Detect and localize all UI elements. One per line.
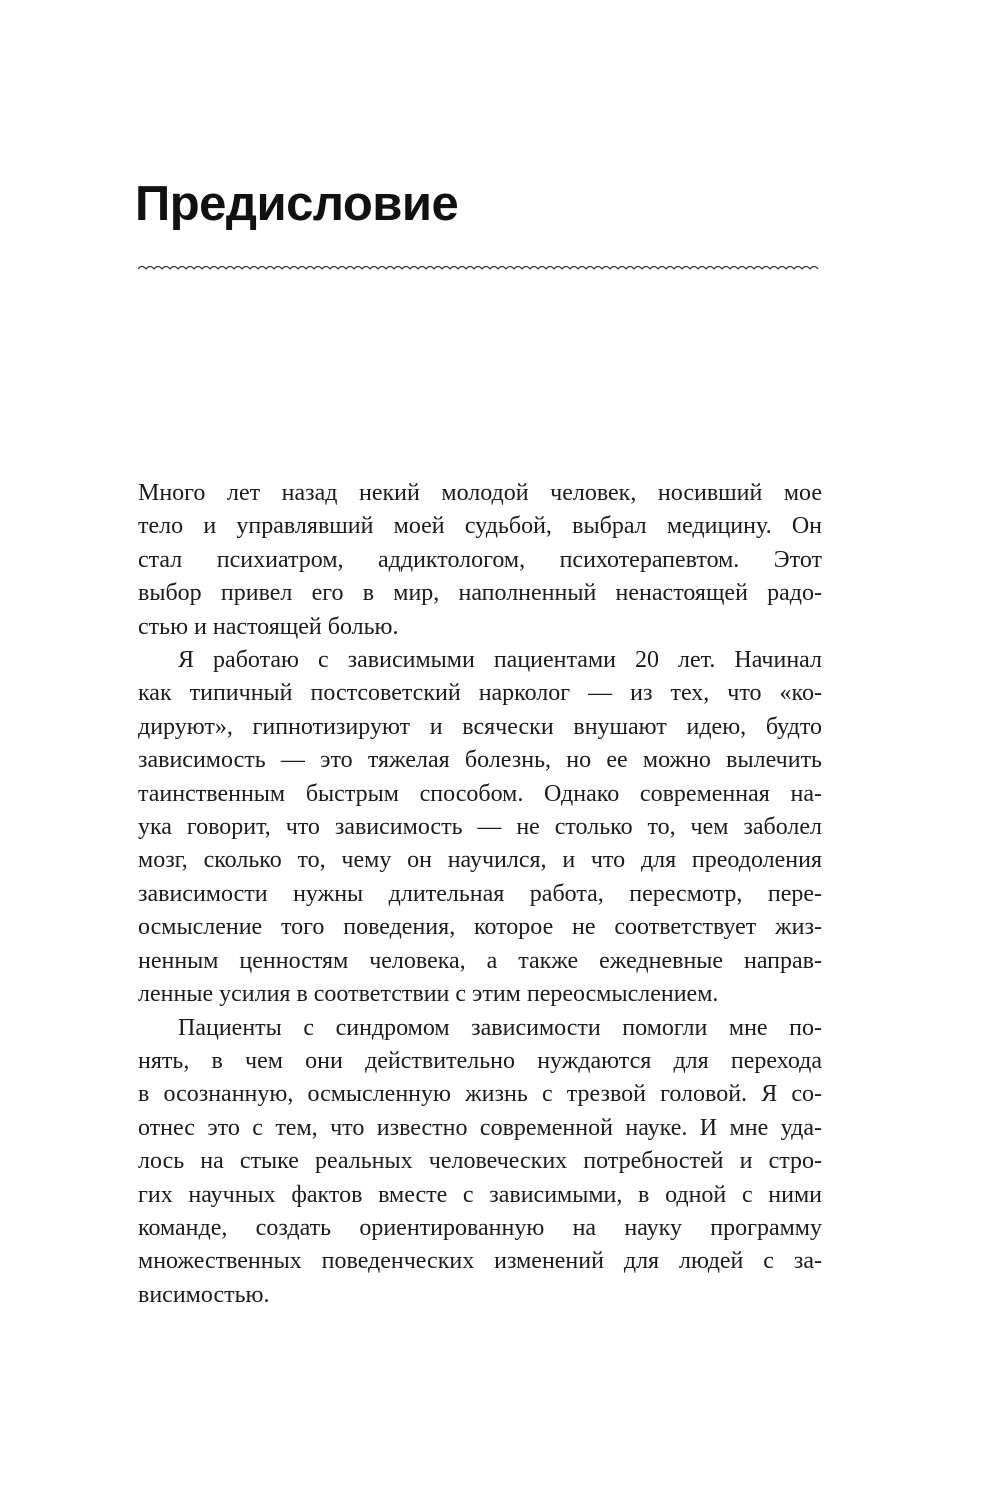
text-line: дируют», гипнотизируют и всячески внушают идею, будто — [138, 713, 822, 740]
text-line: зависимость — это тяжелая болезнь, но ее можно вылечить — [138, 747, 822, 774]
text-line: нять, в чем они действительно нуждаются для перехода — [138, 1047, 822, 1074]
text-line: ука говорит, что зависимость — не столько то, чем заболел — [138, 814, 822, 841]
text-line: отнес это с тем, что известно современной науке. И мне уда- — [138, 1114, 822, 1141]
chapter-title: Предисловие — [135, 177, 459, 231]
text-line: в осознанную, осмысленную жизнь с трезвой головой. Я со- — [138, 1081, 822, 1108]
text-line: мозг, сколько то, чему он научился, и что для преодоления — [138, 847, 822, 874]
text-line: тело и управлявший моей судьбой, выбрал медицину. Он — [138, 513, 822, 540]
paragraph — [138, 1012, 822, 1313]
paragraph — [138, 644, 822, 1011]
text-line: множественных поведенческих изменений для людей с за- — [138, 1248, 822, 1275]
text-line: стью и настоящей болью. — [138, 613, 399, 640]
text-line: Я работаю с зависимыми пациентами 20 лет. Начинал — [178, 647, 822, 674]
text-line: выбор привел его в мир, наполненный ненастоящей радо- — [138, 580, 822, 607]
text-line: таинственным быстрым способом. Однако современная на- — [138, 780, 822, 807]
text-line: стал психиатром, аддиктологом, психотерапевтом. Этот — [138, 546, 822, 573]
text-line: осмысление того поведения, которое не соответствует жиз- — [138, 914, 822, 941]
paragraph — [138, 477, 822, 644]
text-line: зависимости нужны длительная работа, пересмотр, пере- — [138, 880, 822, 907]
text-line: висимостью. — [138, 1281, 270, 1308]
text-line: гих научных фактов вместе с зависимыми, в одной с ними — [138, 1181, 822, 1208]
text-line: как типичный постсоветский нарколог — из тех, что «ко- — [138, 680, 822, 707]
text-line: команде, создать ориентированную на науку программу — [138, 1214, 822, 1241]
text-line: ленные усилия в соответствии с этим переосмыслением. — [138, 981, 719, 1008]
wavy-divider-line — [138, 262, 822, 274]
body-text — [138, 477, 822, 1312]
text-line: Много лет назад некий молодой человек, носивший мое — [138, 480, 822, 506]
text-line: Пациенты с синдромом зависимости помогли мне по- — [178, 1014, 822, 1041]
text-line: лось на стыке реальных человеческих потребностей и стро- — [138, 1148, 822, 1175]
text-line: ненным ценностям человека, а также ежедневные направ- — [138, 947, 822, 974]
